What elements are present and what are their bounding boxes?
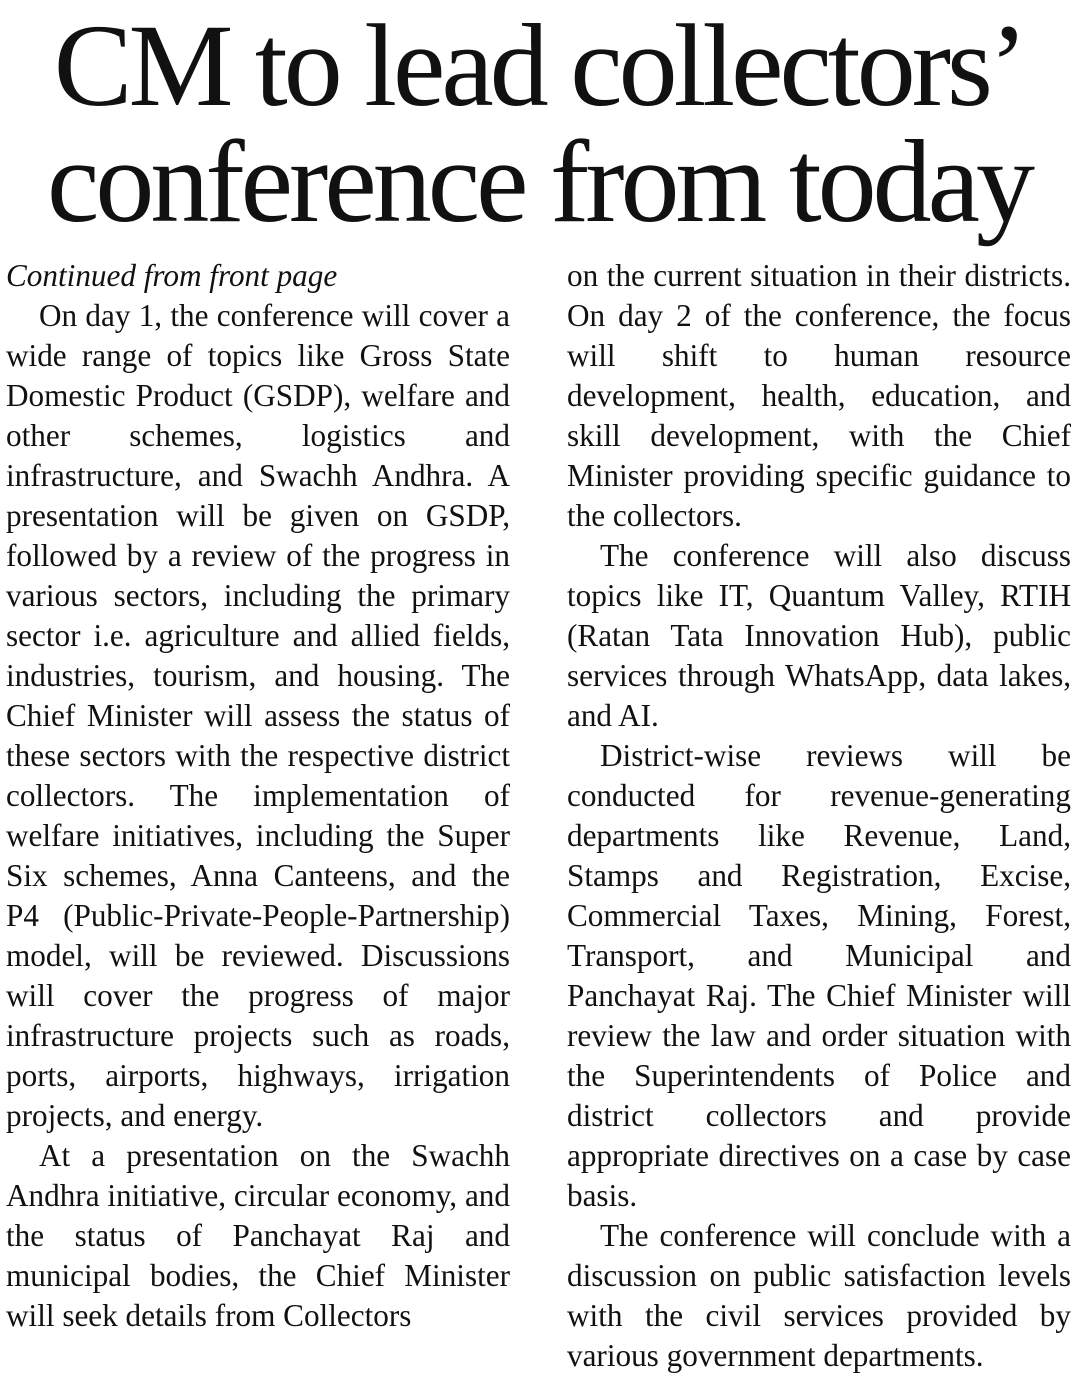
continued-note: Continued from front page (6, 258, 338, 293)
article-column-right (567, 256, 1071, 1376)
body-paragraph: The conference will conclude with a discussion on public satisfaction levels with the civil services provided by various government departments. (567, 1218, 1071, 1373)
article-column-left (6, 256, 510, 1336)
headline (10, 0, 1068, 247)
body-paragraph: on the current situation in their districts. On day 2 of the conference, the focus will shift to human resource development, health, education, and skill development, with the Chief Minister providing specific guidance to the collectors. (567, 258, 1071, 533)
headline-line-1: CM to lead collectors’ (53, 0, 1025, 131)
body-paragraph: At a presentation on the Swachh Andhra initiative, circular economy, and the status of Panchayat Raj and municipal bodies, the Chief Minister will seek details from Collectors (6, 1138, 510, 1333)
body-paragraph: On day 1, the conference will cover a wide range of topics like Gross State Domestic Product (GSDP), welfare and other schemes, logistics and infrastructure, and Swachh Andhra. A presentation will be given on GSDP, followed by a review of the progress in various sectors, including the primary sector i.e. agriculture and allied fields, industries, tourism, and housing. The Chief Minister will assess the status of these sectors with the respective district collectors. The implementation of welfare initiatives, including the Super Six schemes, Anna Canteens, and the P4 (Public-Private-People-Partnership) model, will be reviewed. Discussions will cover the progress of major infrastructure projects such as roads, ports, airports, highways, irrigation projects, and energy. (6, 298, 510, 1133)
body-paragraph: The conference will also discuss topics like IT, Quantum Valley, RTIH (Ratan Tata Innovation Hub), public services through WhatsApp, data lakes, and AI. (567, 538, 1071, 733)
body-paragraph: District-wise reviews will be conducted for revenue-generating departments like Revenue, Land, Stamps and Registration, Excise, Commercial Taxes, Mining, Forest, Transport, and Municipal and Panchayat Raj. The Chief Minister will review the law and order situation with the Superintendents of Police and district collectors and provide appropriate directives on a case by case basis. (567, 738, 1071, 1213)
headline-line-2: conference from today (47, 116, 1031, 247)
